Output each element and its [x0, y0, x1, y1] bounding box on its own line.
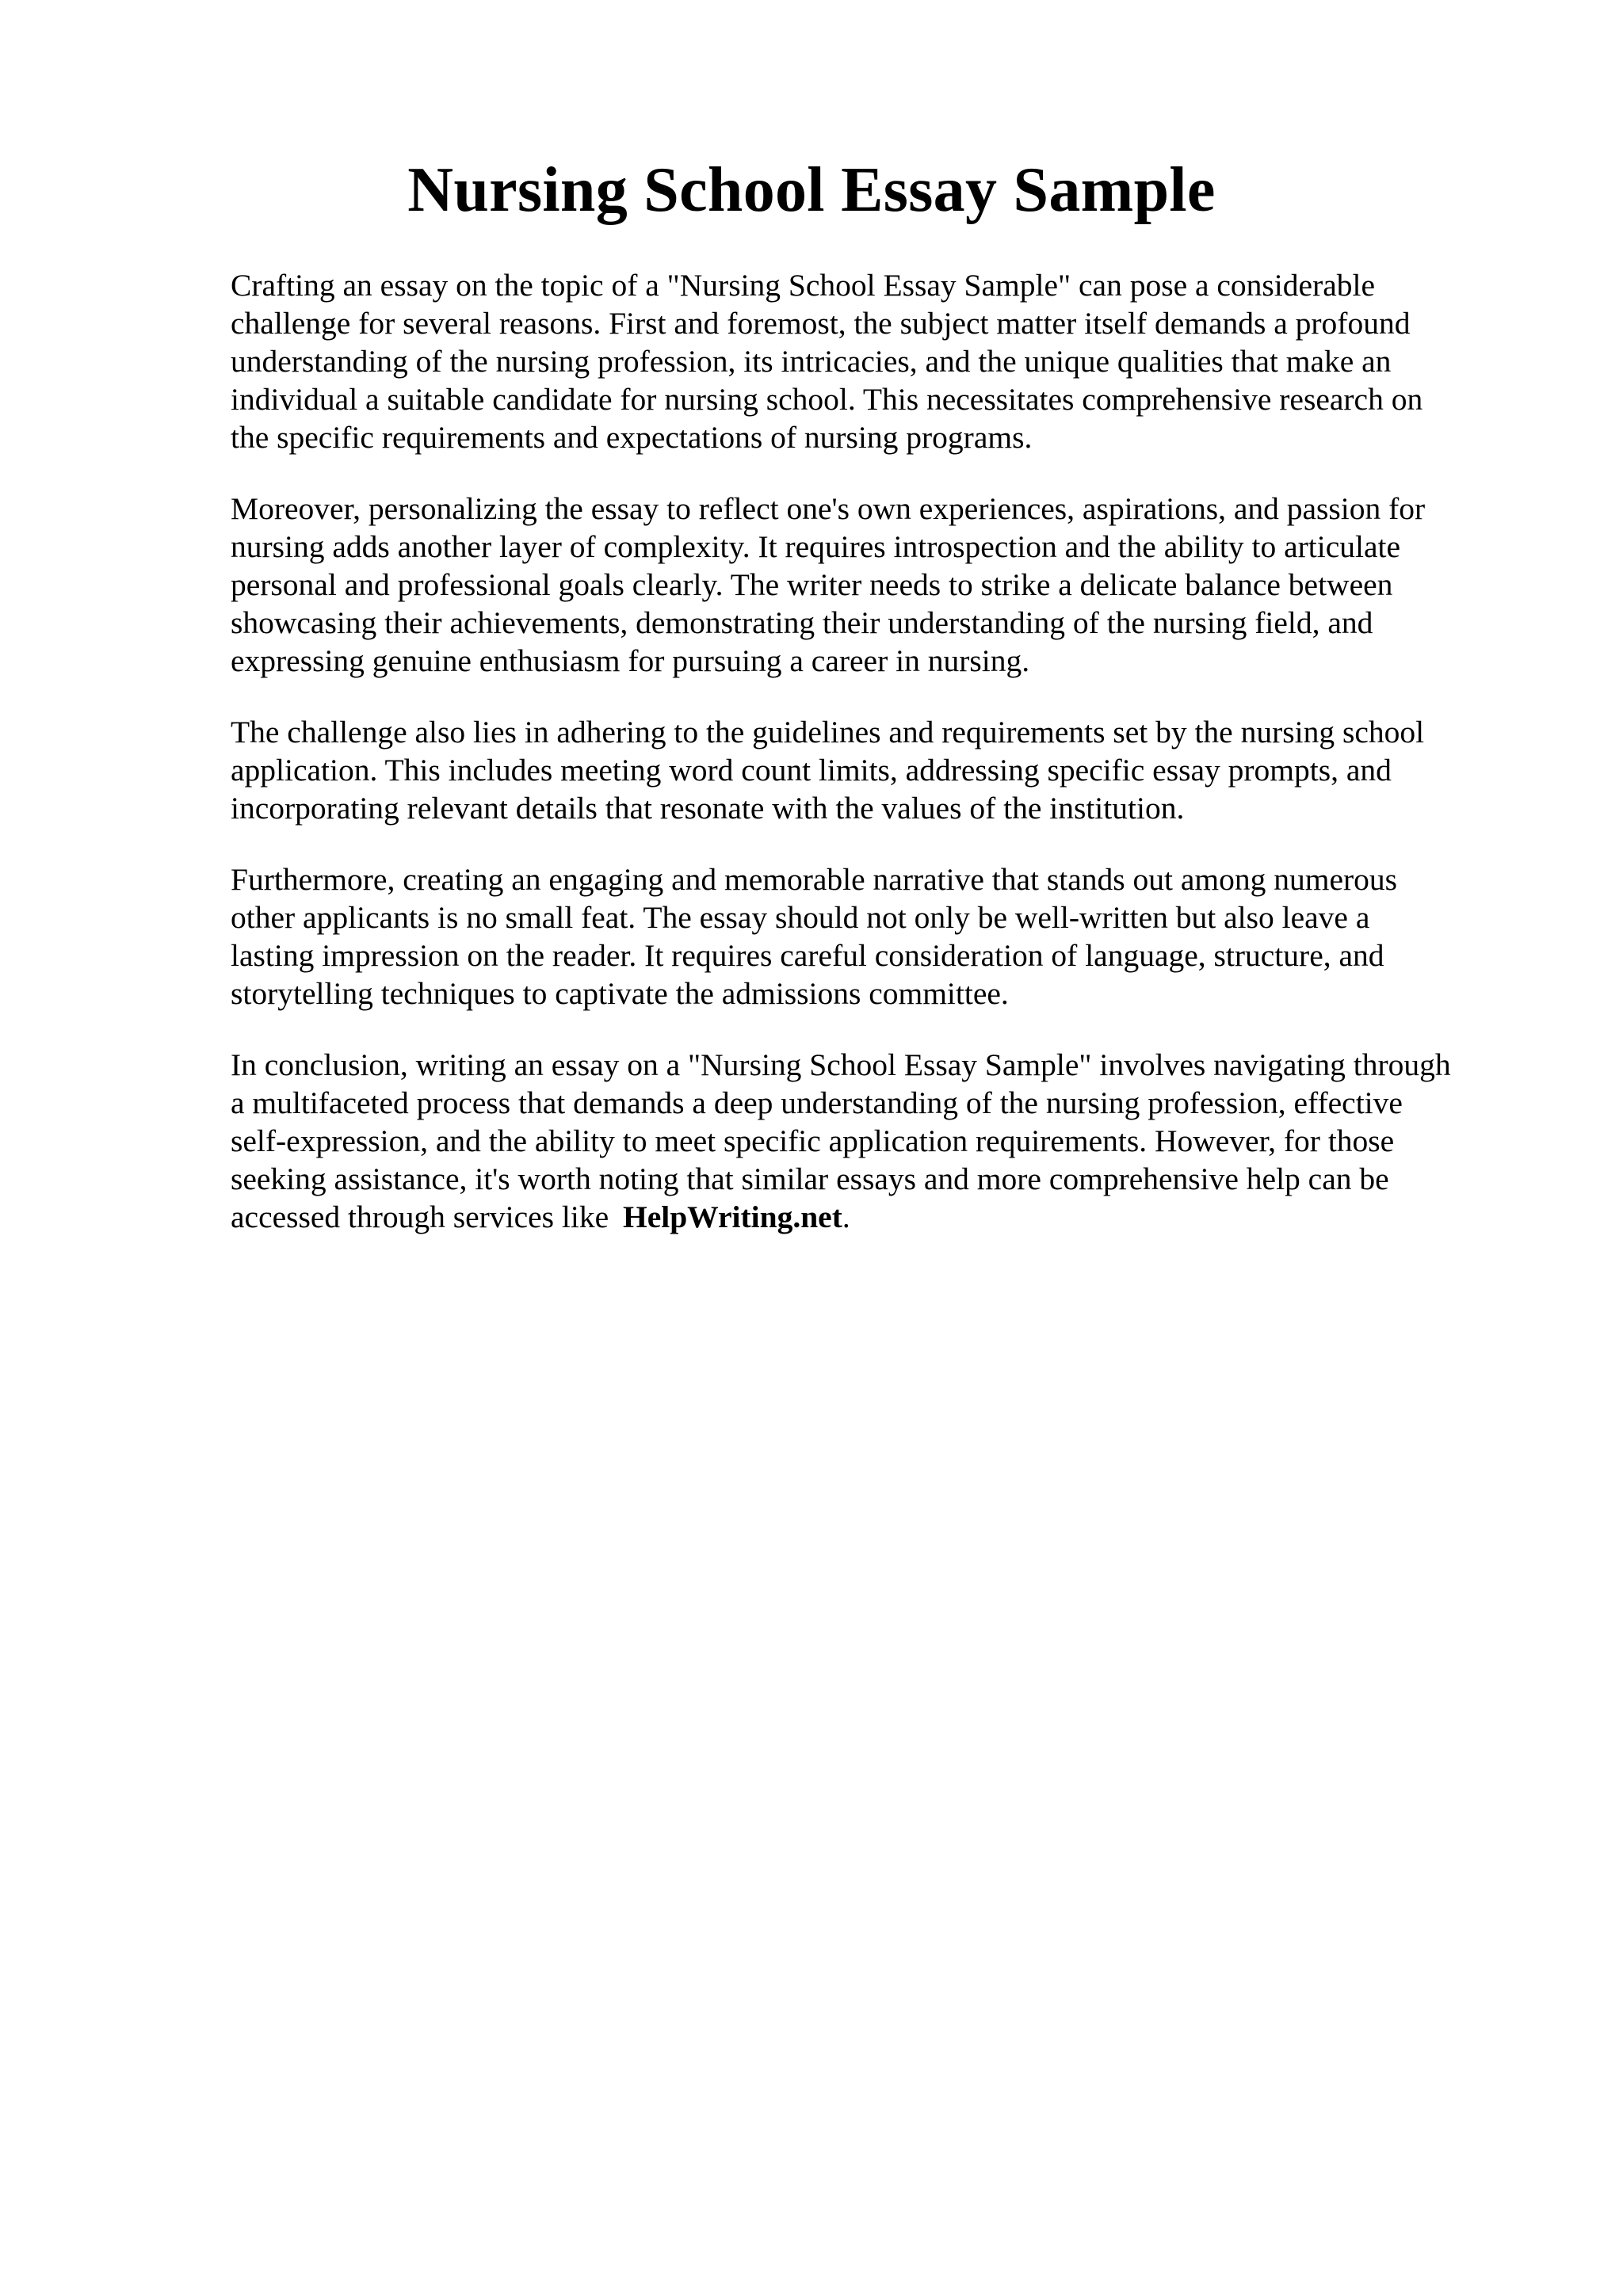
- last-line-prefix: accessed through services like: [231, 1199, 617, 1234]
- paragraph-line: application. This includes meeting word count limits, addressing specific essay prompts, and: [231, 753, 1392, 788]
- paragraph-line: lasting impression on the reader. It requires careful consideration of language, structure, and: [231, 938, 1384, 973]
- paragraph-last-line: [231, 1198, 1530, 1236]
- paragraph-5: [231, 1046, 1530, 1236]
- paragraph-line: In conclusion, writing an essay on a "Nursing School Essay Sample" involves navigating through: [231, 1047, 1451, 1082]
- paragraph-line: personal and professional goals clearly. The writer needs to strike a delicate balance between: [231, 567, 1393, 602]
- paragraph-line: understanding of the nursing profession, its intricacies, and the unique qualities that make an: [231, 344, 1392, 379]
- helpwriting-link[interactable]: HelpWriting.net: [622, 1199, 842, 1234]
- paragraph-4: [231, 860, 1530, 1013]
- paragraph-2: [231, 490, 1530, 680]
- paragraph-1: [231, 266, 1530, 456]
- essay-body: [231, 266, 1530, 1269]
- paragraph-line: storytelling techniques to captivate the admissions committee.: [231, 976, 1009, 1011]
- paragraph-line: challenge for several reasons. First and foremost, the subject matter itself demands a profound: [231, 306, 1411, 341]
- paragraph-line: other applicants is no small feat. The essay should not only be well-written but also leave a: [231, 900, 1370, 935]
- paragraph-line: Moreover, personalizing the essay to reflect one's own experiences, aspirations, and passion for: [231, 491, 1426, 526]
- page-title: Nursing School Essay Sample: [407, 155, 1216, 225]
- paragraph-3: [231, 713, 1530, 827]
- last-line-suffix: .: [842, 1199, 850, 1234]
- paragraph-line: Furthermore, creating an engaging and memorable narrative that stands out among numerous: [231, 862, 1398, 897]
- paragraph-line: the specific requirements and expectations of nursing programs.: [231, 420, 1033, 455]
- paragraph-line: showcasing their achievements, demonstrating their understanding of the nursing field, and: [231, 605, 1373, 640]
- paragraph-line: nursing adds another layer of complexity. It requires introspection and the ability to articulate: [231, 529, 1401, 564]
- paragraph-line: expressing genuine enthusiasm for pursuing a career in nursing.: [231, 643, 1030, 678]
- paragraph-line: individual a suitable candidate for nursing school. This necessitates comprehensive research on: [231, 382, 1423, 417]
- paragraph-line: Crafting an essay on the topic of a "Nursing School Essay Sample" can pose a considerable: [231, 268, 1376, 303]
- paragraph-line: The challenge also lies in adhering to the guidelines and requirements set by the nursing school: [231, 715, 1425, 749]
- paragraph-line: a multifaceted process that demands a deep understanding of the nursing profession, effective: [231, 1085, 1403, 1120]
- paragraph-line: self-expression, and the ability to meet specific application requirements. However, for those: [231, 1123, 1395, 1158]
- paragraph-line: incorporating relevant details that resonate with the values of the institution.: [231, 791, 1185, 826]
- paragraph-line: seeking assistance, it's worth noting that similar essays and more comprehensive help can be: [231, 1161, 1389, 1196]
